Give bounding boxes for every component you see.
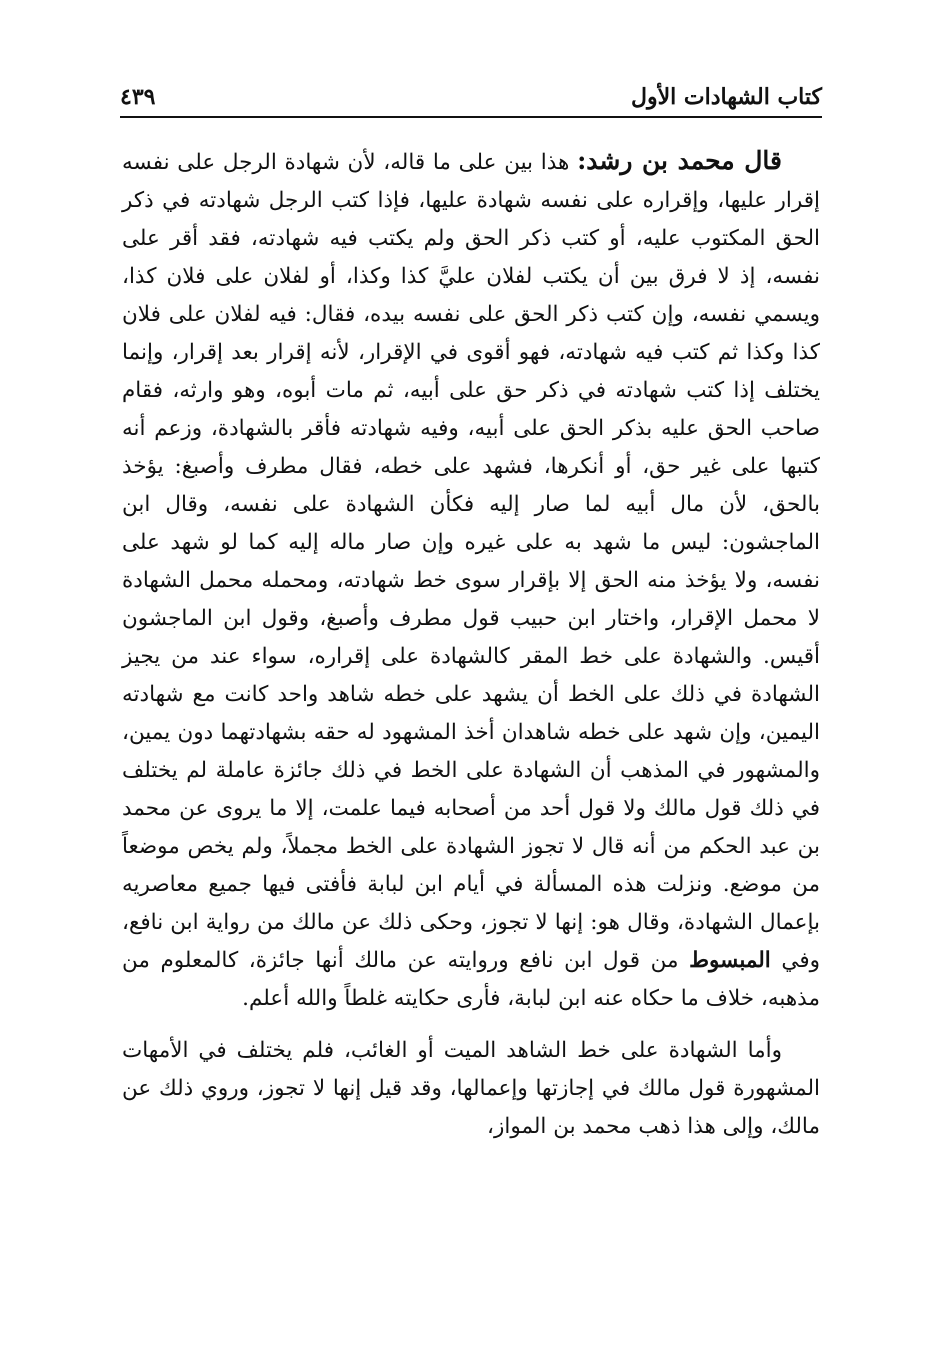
page-number: ٤٣٩ [120, 84, 156, 110]
running-header [120, 80, 822, 118]
book-title: كتاب الشهادات الأول [630, 84, 822, 110]
paragraph-text: وأما الشهادة على خط الشاهد الميت أو الغائب، فلم يختلف في الأمهات المشهورة قول مالك في إجازتها وإعمالها، وقد قيل إنها لا تجوز، وروي ذلك عن مالك، وإلى هذا ذهب محمد بن المواز، [122, 1038, 820, 1139]
paragraph-text: من قول ابن نافع وروايته عن مالك أنها جائزة، كالمعلوم من مذهبه، خلاف ما حكاه عنه ابن لبابة، فأرى حكايته غلطاً والله أعلم. [122, 948, 820, 1011]
cited-work: المبسوط [689, 948, 771, 973]
page-body [122, 142, 820, 1146]
paragraph [122, 1032, 820, 1146]
paragraph [122, 142, 820, 1018]
paragraph-text: هذا بين على ما قاله، لأن شهادة الرجل على نفسه إقرار عليها، وإقراره على نفسه شهادة عليها، فإذا كتب الرجل شهادته في ذكر الحق المكتوب عليه، أو كتب ذكر الحق ولم يكتب فيه شهادته، فقد أقر على نفسه، إذ لا فرق بين أن يكتب لفلان عليَّ كذا وكذا، أو لفلان على فلان كذا، ويسمي نفسه، وإن كتب ذكر الحق على نفسه بيده، فقال: فيه لفلان على فلان كذا وكذا ثم كتب فيه شهادته، فهو أقوى في الإقرار، لأنه إقرار بعد إقرار، وإنما يختلف إذا كتب شهادته في ذكر حق على أبيه، ثم مات أبوه، وهو وارثه، فقام صاحب الحق عليه بذكر الحق على أبيه، وفيه شهادته فأقر بالشهادة، وزعم أنه كتبها على غير حق، أو أنكرها، فشهد على خطه، فقال مطرف وأصبغ: يؤخذ بالحق، لأن مال أبيه لما صار إليه فكأن الشهادة على نفسه، وقال ابن الماجشون: ليس ما شهد به على غيره وإن صار ماله إليه كما لو شهد على نفسه، ولا يؤخذ منه الحق إلا بإقرار سوى خط شهادته، ومحمله محمل الشهادة لا محمل الإقرار، واختار ابن حبيب قول مطرف وأصبغ، وقول ابن الماجشون أقيس. والشهادة على خط المقر كالشهادة على إقراره، سواء عند من يجيز الشهادة في ذلك على الخط أن يشهد على خطه شاهد واحد كانت مع شهادته اليمين، وإن شهد على خطه شاهدان أخذ المشهود له حقه بشهادتهما دون يمين، والمشهور في المذهب أن الشهادة على الخط في ذلك جائزة عاملة لم يختلف في ذلك قول مالك ولا قول أحد من أصحابه فيما علمت، إلا ما يروى عن محمد بن عبد الحكم من أنه قال لا تجوز الشهادة على الخط مجملاً، ولم يخص موضعاً من موضع. ونزلت هذه المسألة في أيام ابن لبابة فأفتى فيها جميع معاصريه بإعمال الشهادة، وقال هو: إنها لا تجوز، وحكى ذلك عن مالك من رواية ابن نافع، وفي [122, 150, 820, 973]
speaker-heading: قال محمد بن رشد: [577, 146, 782, 175]
